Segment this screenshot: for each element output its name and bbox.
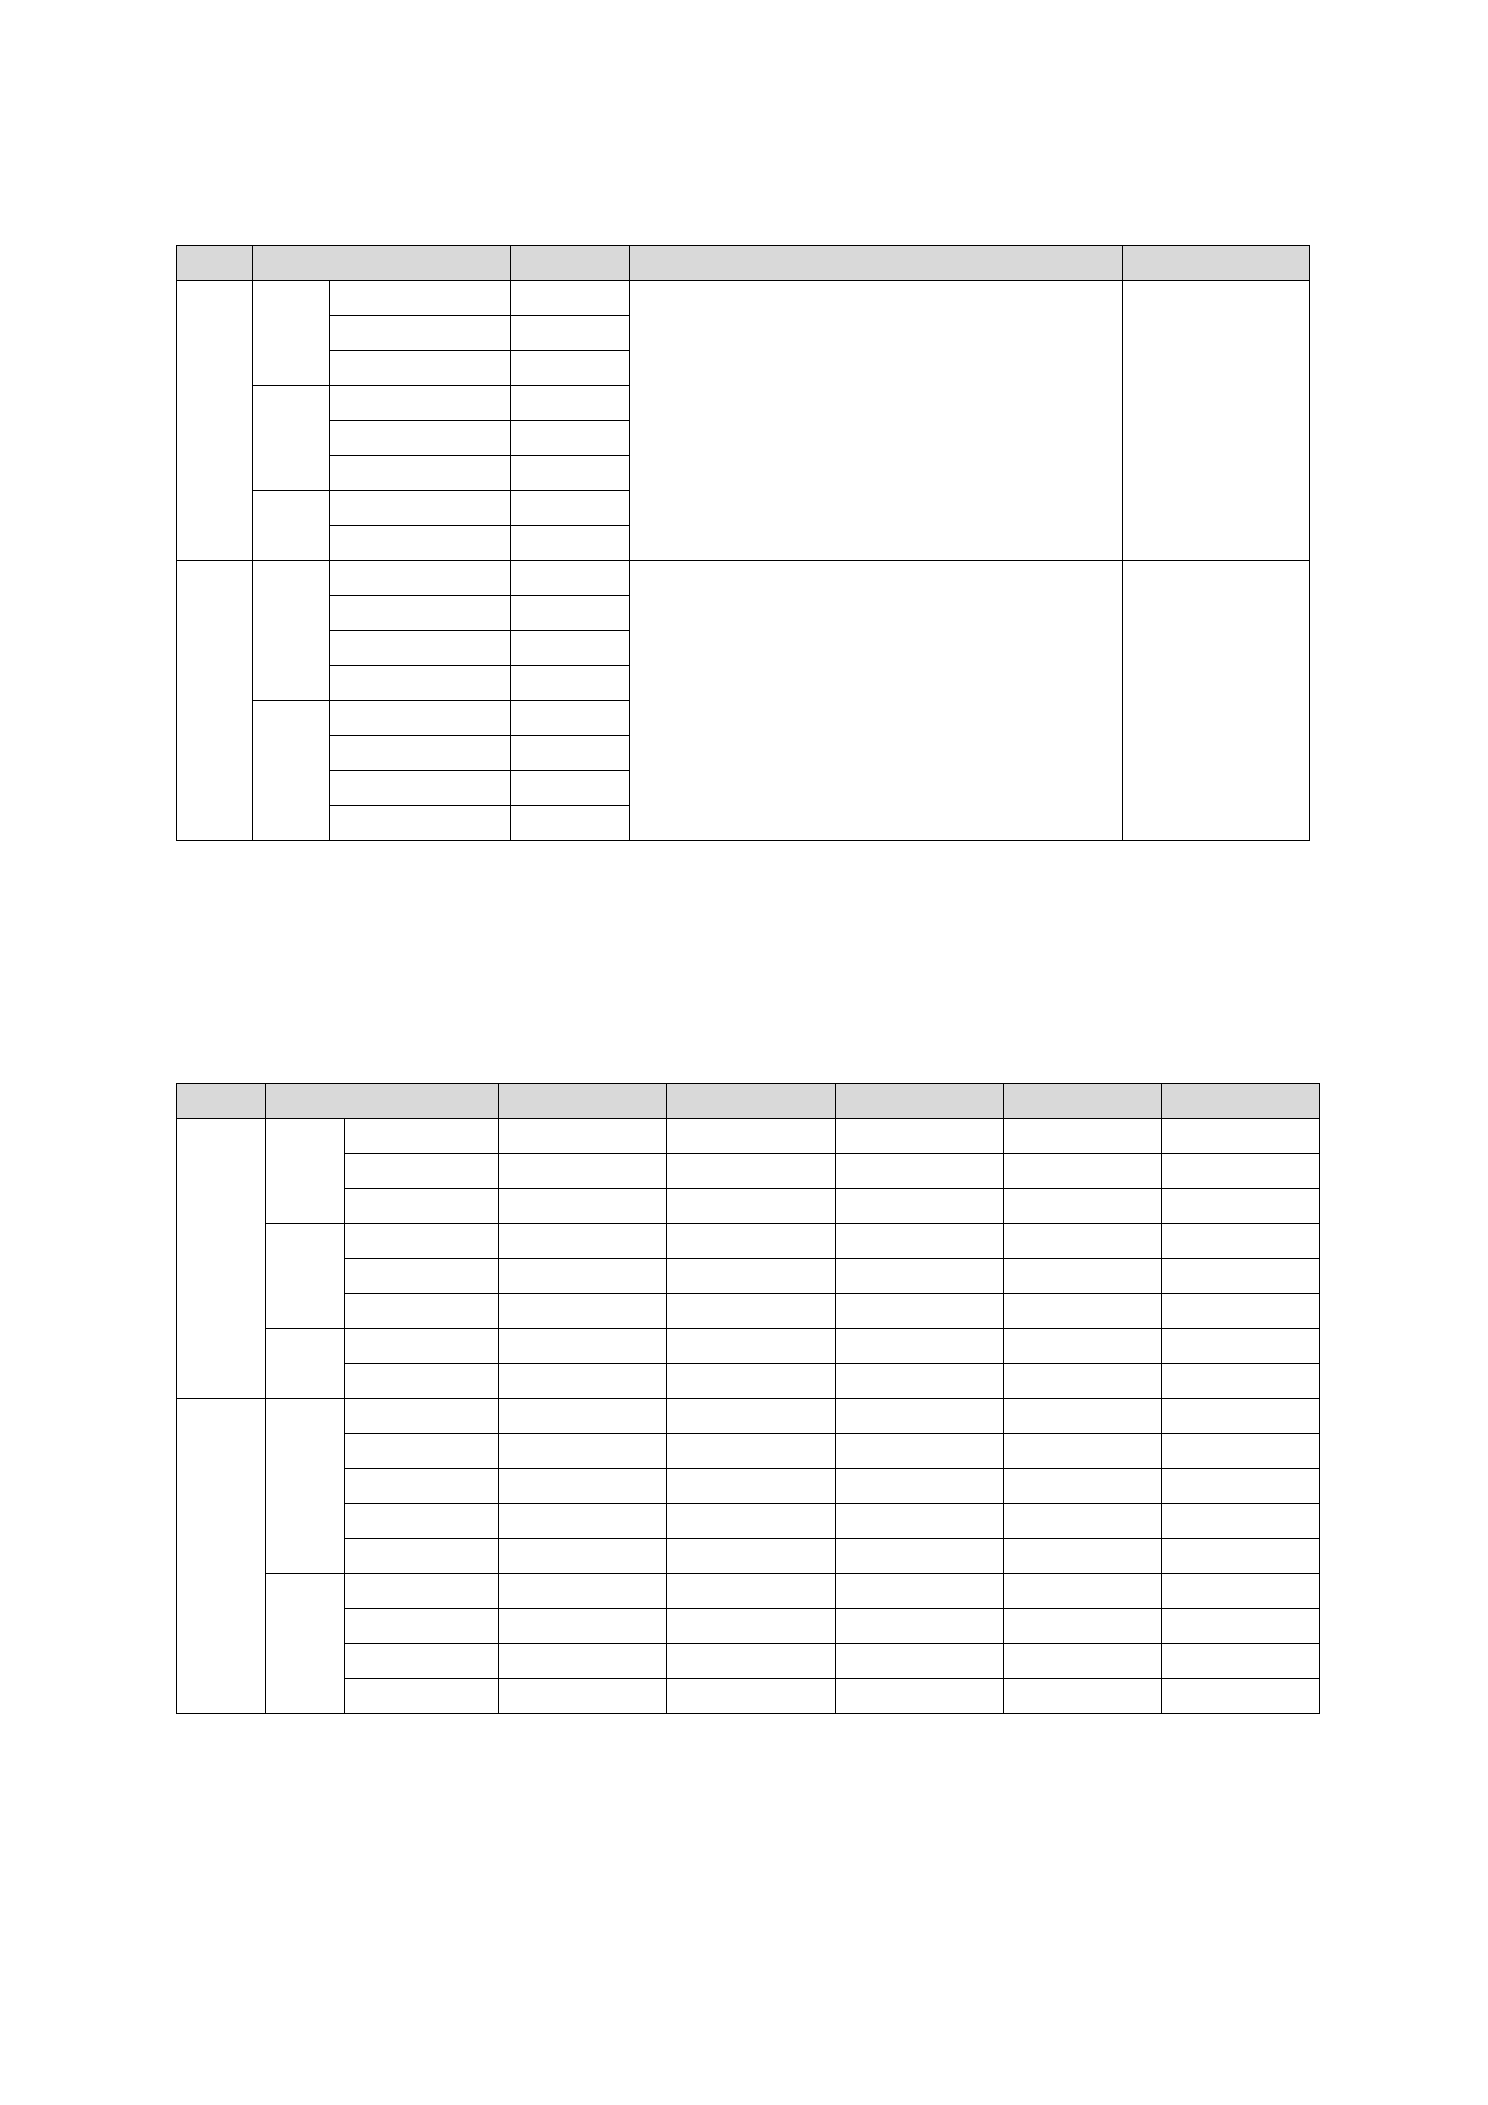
- table-row: [177, 1434, 1320, 1469]
- prize-amount: [667, 1504, 835, 1539]
- group-label: [177, 281, 253, 561]
- prize-amount: [499, 1609, 667, 1644]
- subgroup-label: [253, 386, 329, 491]
- event-name: [345, 1364, 499, 1399]
- prize-header-cell: [266, 1084, 499, 1119]
- fee-amount: [511, 771, 630, 806]
- prize-amount: [499, 1329, 667, 1364]
- event-name: [345, 1224, 499, 1259]
- subgroup-label: [253, 491, 329, 561]
- prize-amount: [1161, 1329, 1319, 1364]
- table-row: [177, 281, 1310, 316]
- table-row: [177, 1119, 1320, 1154]
- prize-amount: [667, 1399, 835, 1434]
- prize-amount: [1161, 1154, 1319, 1189]
- prize-amount: [1161, 1189, 1319, 1224]
- prize-amount: [1003, 1224, 1161, 1259]
- prize-amount: [1003, 1294, 1161, 1329]
- prize-amount: [667, 1539, 835, 1574]
- prize-amount: [499, 1434, 667, 1469]
- prize-amount: [1161, 1644, 1319, 1679]
- prize-amount: [835, 1259, 1003, 1294]
- event-name: [345, 1329, 499, 1364]
- prize-amount: [1003, 1679, 1161, 1714]
- fee-amount: [511, 736, 630, 771]
- fee-amount: [511, 281, 630, 316]
- table-row: [177, 1259, 1320, 1294]
- prize-amount: [1003, 1469, 1161, 1504]
- table-row: [177, 1154, 1320, 1189]
- event-name: [345, 1399, 499, 1434]
- group-label: [177, 1119, 266, 1399]
- event-name: [345, 1119, 499, 1154]
- group-label: [177, 561, 253, 841]
- prize-amount: [667, 1434, 835, 1469]
- fee-amount: [511, 666, 630, 701]
- prize-amount: [835, 1504, 1003, 1539]
- prize-amount: [499, 1154, 667, 1189]
- prize-amount: [1161, 1574, 1319, 1609]
- remark: [1122, 561, 1309, 841]
- prize-amount: [835, 1224, 1003, 1259]
- prize-amount: [1161, 1294, 1319, 1329]
- prize-amount: [499, 1189, 667, 1224]
- prize-amount: [1003, 1259, 1161, 1294]
- event-name: [345, 1154, 499, 1189]
- prize-amount: [835, 1679, 1003, 1714]
- prize-amount: [835, 1119, 1003, 1154]
- prize-amount: [835, 1154, 1003, 1189]
- event-name: [329, 736, 510, 771]
- prize-amount: [835, 1189, 1003, 1224]
- prize-amount: [499, 1294, 667, 1329]
- fee-amount: [511, 561, 630, 596]
- subgroup-label: [266, 1399, 345, 1574]
- prize-amount: [1161, 1434, 1319, 1469]
- prize-amount: [667, 1644, 835, 1679]
- prize-header-cell: [1003, 1084, 1161, 1119]
- table-row: [177, 1574, 1320, 1609]
- table-row: [177, 1644, 1320, 1679]
- prize-amount: [1003, 1574, 1161, 1609]
- subgroup-label: [266, 1224, 345, 1329]
- fee-amount: [511, 596, 630, 631]
- prize-amount: [499, 1364, 667, 1399]
- prize-amount: [499, 1224, 667, 1259]
- prize-amount: [835, 1329, 1003, 1364]
- table-row: [177, 1469, 1320, 1504]
- fee-amount: [511, 806, 630, 841]
- prize-amount: [667, 1364, 835, 1399]
- subgroup-label: [253, 701, 329, 841]
- prize-header-cell: [835, 1084, 1003, 1119]
- prize-amount: [1003, 1644, 1161, 1679]
- prize-amount: [835, 1574, 1003, 1609]
- prize-amount: [1003, 1364, 1161, 1399]
- fee-amount: [511, 421, 630, 456]
- subgroup-label: [253, 561, 329, 701]
- prize-header-cell: [1161, 1084, 1319, 1119]
- prize-amount: [499, 1504, 667, 1539]
- prize-amount: [1161, 1259, 1319, 1294]
- event-name: [329, 666, 510, 701]
- fee-header-row: [177, 246, 1310, 281]
- prize-amount: [499, 1259, 667, 1294]
- prize-amount: [667, 1224, 835, 1259]
- table-row: [177, 1609, 1320, 1644]
- prize-amount: [835, 1644, 1003, 1679]
- prize-amount: [1003, 1434, 1161, 1469]
- prize-amount: [835, 1539, 1003, 1574]
- prize-amount: [499, 1469, 667, 1504]
- prize-amount: [499, 1679, 667, 1714]
- event-name: [329, 421, 510, 456]
- prize-amount: [499, 1119, 667, 1154]
- event-name: [329, 771, 510, 806]
- event-name: [329, 526, 510, 561]
- event-name: [345, 1609, 499, 1644]
- fee-header-cell: [1122, 246, 1309, 281]
- event-name: [345, 1679, 499, 1714]
- fee-amount: [511, 456, 630, 491]
- event-name: [329, 316, 510, 351]
- prize-amount: [1003, 1504, 1161, 1539]
- prize-amount: [1003, 1399, 1161, 1434]
- prize-table: [176, 1083, 1320, 1714]
- fee-header-cell: [511, 246, 630, 281]
- prize-amount: [667, 1294, 835, 1329]
- subgroup-label: [253, 281, 329, 386]
- event-name: [345, 1259, 499, 1294]
- event-name: [329, 351, 510, 386]
- table-row: [177, 1329, 1320, 1364]
- event-name: [345, 1504, 499, 1539]
- prize-amount: [667, 1154, 835, 1189]
- prize-header-cell: [177, 1084, 266, 1119]
- event-name: [345, 1574, 499, 1609]
- prize-amount: [1003, 1329, 1161, 1364]
- table-row: [177, 1539, 1320, 1574]
- event-name: [329, 561, 510, 596]
- prize-amount: [499, 1644, 667, 1679]
- fee-amount: [511, 386, 630, 421]
- remark: [1122, 281, 1309, 561]
- prize-amount: [499, 1399, 667, 1434]
- event-name: [329, 631, 510, 666]
- subgroup-label: [266, 1329, 345, 1399]
- prize-amount: [1161, 1399, 1319, 1434]
- table-row: [177, 1504, 1320, 1539]
- prize-amount: [835, 1399, 1003, 1434]
- prize-header-row: [177, 1084, 1320, 1119]
- prize-amount: [1161, 1224, 1319, 1259]
- prize-amount: [667, 1119, 835, 1154]
- group-label: [177, 1399, 266, 1714]
- fee-table: [176, 245, 1310, 841]
- fee-amount: [511, 316, 630, 351]
- event-name: [345, 1189, 499, 1224]
- prize-amount: [1161, 1469, 1319, 1504]
- prize-amount: [835, 1469, 1003, 1504]
- event-name: [345, 1469, 499, 1504]
- prize-amount: [835, 1294, 1003, 1329]
- event-name: [329, 491, 510, 526]
- table-row: [177, 1399, 1320, 1434]
- fee-header-cell: [253, 246, 511, 281]
- prize-amount: [1003, 1154, 1161, 1189]
- account-info: [629, 281, 1122, 561]
- event-name: [345, 1644, 499, 1679]
- fee-amount: [511, 526, 630, 561]
- fee-header-cell: [629, 246, 1122, 281]
- table-row: [177, 561, 1310, 596]
- prize-header-cell: [667, 1084, 835, 1119]
- event-name: [329, 596, 510, 631]
- prize-amount: [667, 1469, 835, 1504]
- event-name: [345, 1434, 499, 1469]
- subgroup-label: [266, 1119, 345, 1224]
- prize-amount: [667, 1329, 835, 1364]
- table-row: [177, 1679, 1320, 1714]
- prize-amount: [1003, 1609, 1161, 1644]
- prize-amount: [667, 1679, 835, 1714]
- subgroup-label: [266, 1574, 345, 1714]
- prize-amount: [835, 1364, 1003, 1399]
- prize-amount: [1003, 1119, 1161, 1154]
- event-name: [329, 386, 510, 421]
- prize-amount: [1003, 1539, 1161, 1574]
- table-row: [177, 1224, 1320, 1259]
- prize-amount: [1161, 1119, 1319, 1154]
- fee-amount: [511, 491, 630, 526]
- event-name: [329, 806, 510, 841]
- prize-amount: [835, 1609, 1003, 1644]
- table-row: [177, 1189, 1320, 1224]
- prize-amount: [1161, 1504, 1319, 1539]
- fee-amount: [511, 631, 630, 666]
- prize-amount: [499, 1539, 667, 1574]
- event-name: [329, 456, 510, 491]
- prize-amount: [667, 1609, 835, 1644]
- table-row: [177, 1294, 1320, 1329]
- event-name: [329, 701, 510, 736]
- prize-amount: [499, 1574, 667, 1609]
- event-name: [329, 281, 510, 316]
- prize-amount: [667, 1259, 835, 1294]
- prize-amount: [1003, 1189, 1161, 1224]
- prize-amount: [1161, 1609, 1319, 1644]
- table-row: [177, 1364, 1320, 1399]
- prize-header-cell: [499, 1084, 667, 1119]
- prize-amount: [1161, 1539, 1319, 1574]
- event-name: [345, 1294, 499, 1329]
- fee-amount: [511, 701, 630, 736]
- prize-amount: [1161, 1679, 1319, 1714]
- event-name: [345, 1539, 499, 1574]
- fee-amount: [511, 351, 630, 386]
- account-info: [629, 561, 1122, 841]
- fee-header-cell: [177, 246, 253, 281]
- prize-amount: [667, 1189, 835, 1224]
- prize-amount: [835, 1434, 1003, 1469]
- prize-amount: [1161, 1364, 1319, 1399]
- prize-amount: [667, 1574, 835, 1609]
